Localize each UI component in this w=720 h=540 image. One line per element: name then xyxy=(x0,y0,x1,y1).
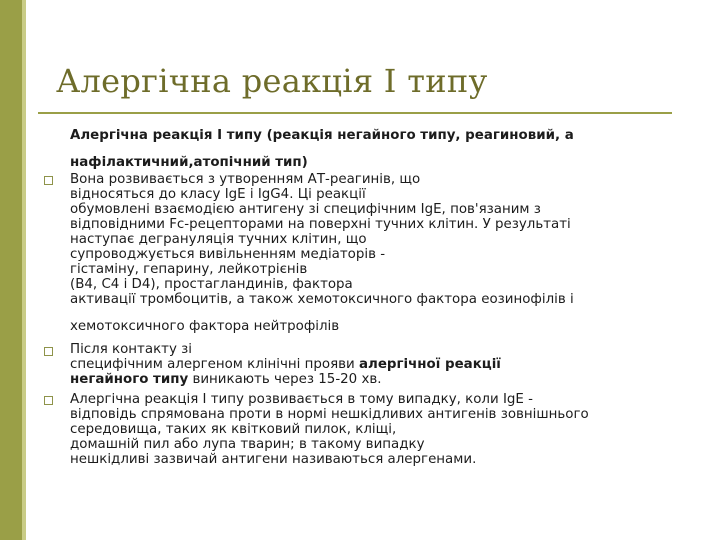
paragraph-line: Вона розвивається з утворенням АТ-реагинів, що xyxy=(70,172,421,187)
bullet-square-icon xyxy=(44,396,53,405)
paragraph-line: гістаміну, гепарину, лейкотрієнів xyxy=(70,262,308,277)
paragraph-line: наступає дегрануляція тучних клітин, що xyxy=(70,232,367,247)
paragraph-line: (B4, C4 і D4), простагландинів, фактора xyxy=(70,277,353,292)
bullet-square-icon xyxy=(44,347,53,356)
paragraph-line: відповідь спрямована проти в нормі нешкідливих антигенів зовнішнього xyxy=(70,407,589,422)
heading-line: нафілактичний,атопічний тип) xyxy=(70,155,308,170)
paragraph-line: відповідними Fc-рецепторами на поверхні тучних клітин. У результаті xyxy=(70,217,571,232)
paragraph-line: середовища, таких як квітковий пилок, кліщі, xyxy=(70,422,397,437)
paragraph-line: відносяться до класу IgE і IgG4. Ці реакції xyxy=(70,187,366,202)
paragraph-line xyxy=(70,357,501,372)
paragraph-line: хемотоксичного фактора нейтрофілів xyxy=(70,319,340,334)
paragraph-text: специфічним алергеном клінічні прояви xyxy=(70,357,359,372)
paragraph-line: обумовлені взаємодією антигену зі специфічним IgE, пов'язаним з xyxy=(70,202,541,217)
paragraph-line: супроводжується вивільненням медіаторів - xyxy=(70,247,386,262)
bullet-square-icon xyxy=(44,176,53,185)
paragraph-line xyxy=(70,372,382,387)
slide-title: Алергічна реакція І типу xyxy=(56,62,488,100)
paragraph-line: домашній пил або лупа тварин; в такому випадку xyxy=(70,437,425,452)
paragraph-line: Алергічна реакція І типу розвивається в тому випадку, коли IgE - xyxy=(70,392,533,407)
paragraph-line: Після контакту зі xyxy=(70,342,192,357)
paragraph-line: нешкідливі зазвичай антигени називаються алергенами. xyxy=(70,452,477,467)
paragraph-text: виникають через 15-20 хв. xyxy=(188,372,382,387)
paragraph-line: активації тромбоцитів, а також хемотоксичного фактора еозинофілів і xyxy=(70,292,574,307)
emphasis-text: негайного типу xyxy=(70,372,189,387)
emphasis-text: алергічної реакції xyxy=(359,357,501,372)
heading-line: Алергічна реакція І типу (реакція негайного типу, реагиновий, а xyxy=(70,128,574,143)
